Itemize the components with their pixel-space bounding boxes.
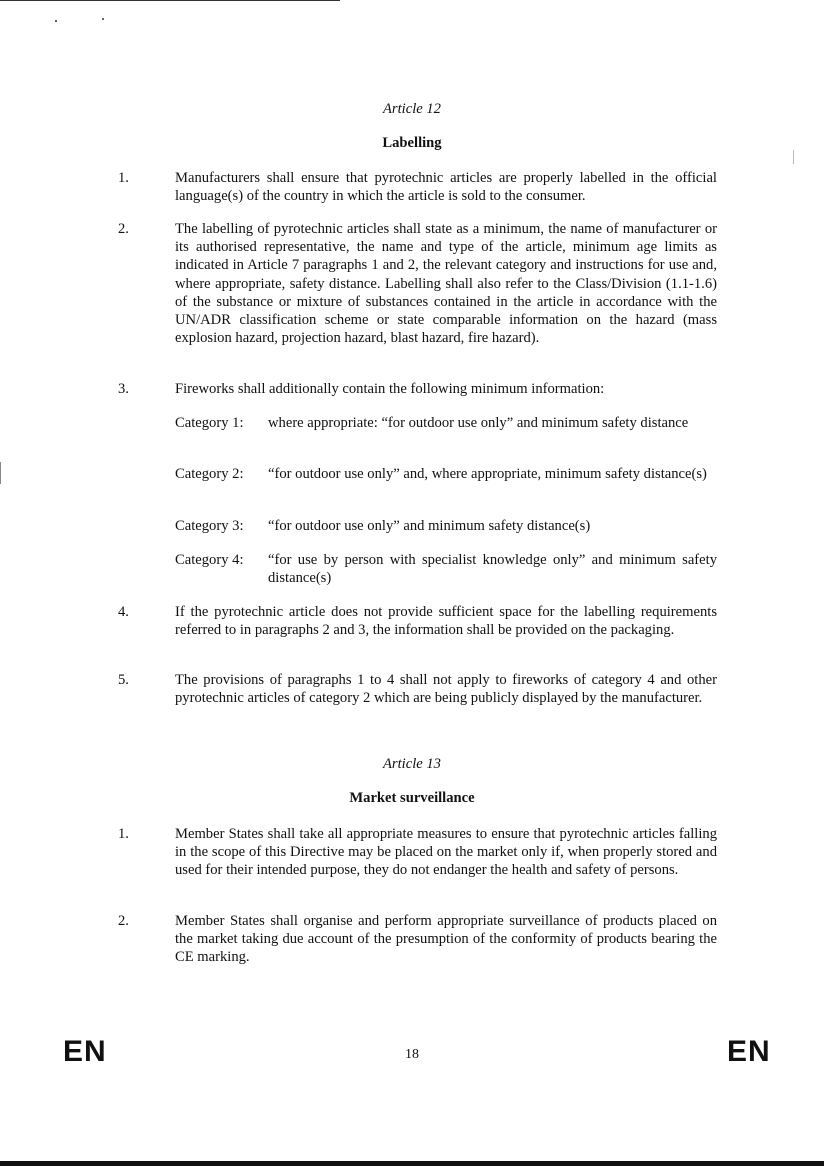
article-13-paragraph-2 bbox=[118, 912, 717, 967]
scan-speck bbox=[102, 18, 104, 20]
article-12-paragraph-3 bbox=[118, 380, 717, 398]
paragraph-text: Fireworks shall additionally contain the following minimum information: bbox=[175, 381, 605, 397]
paragraph-number: 3. bbox=[118, 381, 129, 397]
category-4-item bbox=[175, 551, 717, 587]
category-1-item bbox=[175, 414, 717, 432]
category-label: Category 3: bbox=[175, 518, 244, 534]
article-13-number: Article 13 bbox=[383, 756, 441, 772]
category-text: “for outdoor use only” and, where appropriate, minimum safety distance(s) bbox=[268, 466, 707, 482]
paragraph-number: 2. bbox=[118, 913, 129, 929]
article-12-paragraph-4 bbox=[118, 603, 717, 639]
article-12-paragraph-1 bbox=[118, 169, 717, 205]
category-label: Category 4: bbox=[175, 552, 244, 568]
category-text: “for use by person with specialist knowledge only” and minimum safety distance(s) bbox=[268, 552, 717, 587]
category-3-item bbox=[175, 517, 717, 535]
paragraph-number: 5. bbox=[118, 672, 129, 688]
paragraph-number: 1. bbox=[118, 170, 129, 186]
category-text: where appropriate: “for outdoor use only” and minimum safety distance bbox=[268, 415, 689, 431]
paragraph-number: 2. bbox=[118, 221, 129, 237]
scan-edge-mark bbox=[0, 462, 1, 484]
article-13-paragraph-1 bbox=[118, 825, 717, 880]
category-label: Category 1: bbox=[175, 415, 244, 431]
language-code-right: EN bbox=[727, 1035, 771, 1068]
paragraph-text: Member States shall take all appropriate measures to ensure that pyrotechnic articles falling in the scope of this Directive may be placed on the market only if, when properly stored and used for their intended purpose, they do not endanger the health and safety of persons. bbox=[175, 826, 717, 879]
paragraph-text: The provisions of paragraphs 1 to 4 shall not apply to fireworks of category 4 and other pyrotechnic articles of category 2 which are being publicly displayed by the manufacturer. bbox=[175, 672, 717, 707]
scan-edge-mark bbox=[793, 150, 794, 164]
paragraph-number: 4. bbox=[118, 604, 129, 620]
category-2-item bbox=[175, 465, 717, 483]
scan-speck bbox=[55, 20, 57, 22]
article-12-paragraph-2 bbox=[118, 220, 717, 347]
page-number: 18 bbox=[405, 1047, 419, 1062]
article-12-number: Article 12 bbox=[383, 101, 441, 117]
paragraph-text: Member States shall organise and perform appropriate surveillance of products placed on the market taking due account of the presumption of the conformity of products bearing the CE marking. bbox=[175, 913, 717, 966]
paragraph-text: If the pyrotechnic article does not provide sufficient space for the labelling requirements referred to in paragraphs 2 and 3, the information shall be provided on the packaging. bbox=[175, 604, 717, 639]
paragraph-text: The labelling of pyrotechnic articles shall state as a minimum, the name of manufacturer or its authorised representative, the name and type of the article, minimum age limits as indicated in Article 7 paragraphs 1 and 2, the relevant category and instructions for use and, where appropriate, safety distance. Labelling shall also refer to the Class/Division (1.1-1.6) of the substance or mixture of substances contained in the article in accordance with the UN/ADR classification scheme or state comparable information on the hazard (mass explosion hazard, projection hazard, blast hazard, fire hazard). bbox=[175, 221, 717, 347]
paragraph-number: 1. bbox=[118, 826, 129, 842]
paragraph-text: Manufacturers shall ensure that pyrotechnic articles are properly labelled in the official language(s) of the country in which the article is sold to the consumer. bbox=[175, 170, 717, 205]
article-12-title: Labelling bbox=[382, 135, 442, 151]
category-text: “for outdoor use only” and minimum safety distance(s) bbox=[268, 518, 591, 534]
language-code-left: EN bbox=[63, 1035, 107, 1068]
article-12-paragraph-5 bbox=[118, 671, 717, 707]
scan-edge-top bbox=[0, 0, 340, 1]
category-label: Category 2: bbox=[175, 466, 244, 482]
scan-edge-bottom bbox=[0, 1161, 824, 1166]
article-13-title: Market surveillance bbox=[349, 790, 475, 806]
